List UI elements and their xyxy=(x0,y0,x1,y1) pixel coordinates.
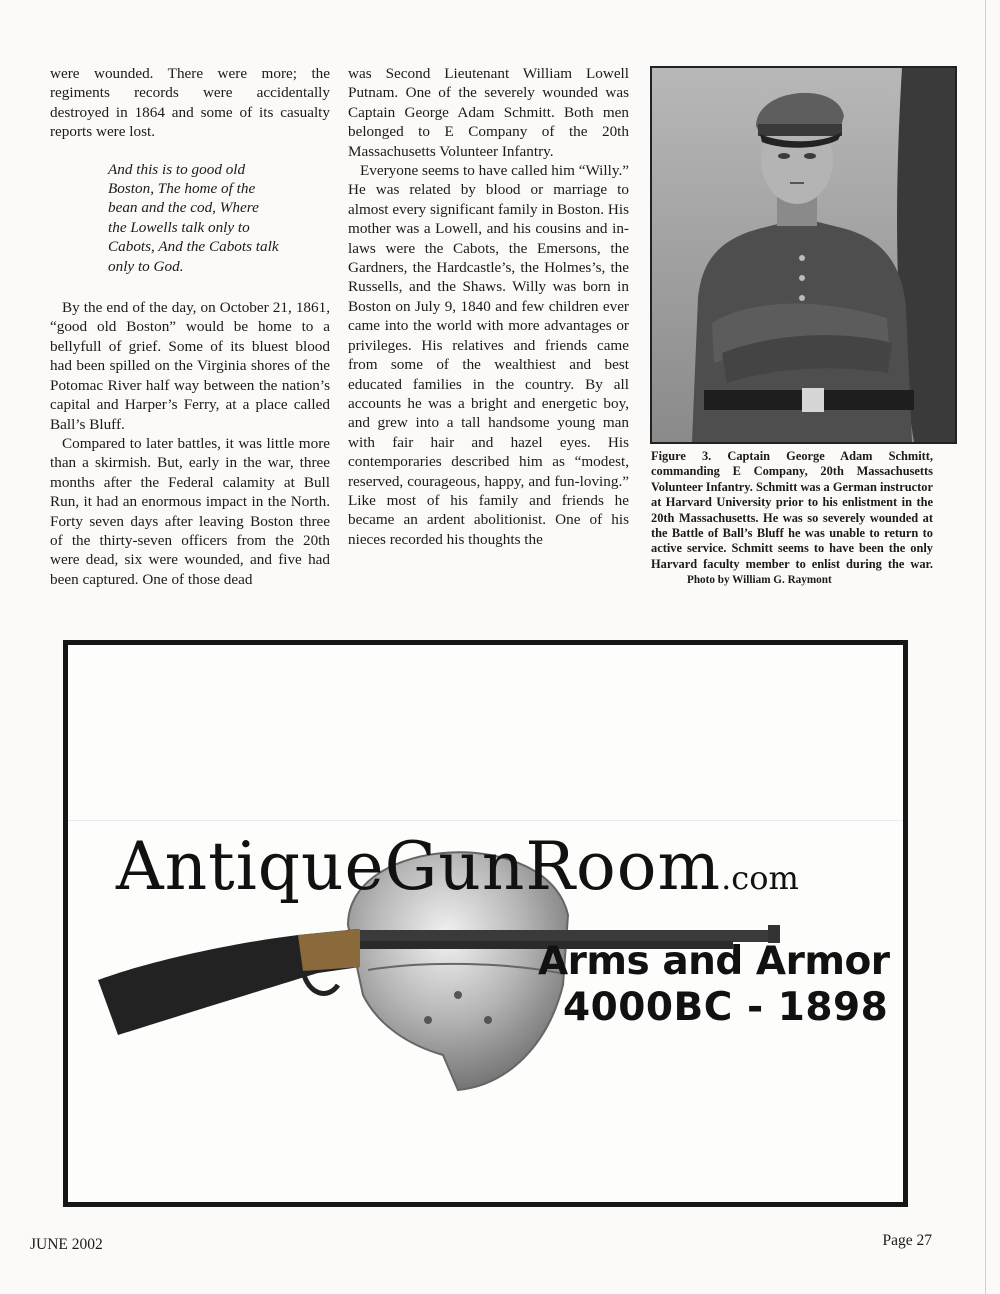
page-edge-line xyxy=(985,0,986,1294)
poem-line: the Lowells talk only to xyxy=(108,218,250,236)
poem-line: bean and the cod, Where xyxy=(108,199,259,217)
poem-quote xyxy=(108,160,313,276)
page-number: Page 27 xyxy=(882,1232,932,1249)
caption-text: Figure 3. Captain George Adam Schmitt, commanding E Company, 20th Massachusetts Volunteer Infantry. Schmitt was a German instructor at Harvard University prior to his enlistment in the 20th Massachusetts. He was so severely wounded at the Battle of Ball’s Bluff he was unable to return to active service. Schmitt seems to have been the only Harvard faculty member to enlist during the war. xyxy=(651,449,933,571)
antique-gun-room-ad[interactable] xyxy=(63,640,908,1207)
ad-logo-text xyxy=(116,828,799,905)
ad-logo-name: AntiqueGunRoom xyxy=(116,828,722,905)
poem-line: Boston, The home of the xyxy=(108,180,256,198)
footer-date: JUNE 2002 xyxy=(30,1236,103,1253)
photo-credit: Photo by William G. Raymont xyxy=(687,574,832,587)
article-paragraph: Everyone seems to have called him “Willy.” He was related by blood or marriage to almost every significant family in Boston. His mother was a Lowell, and his cousins and in-laws were the Cabots, the Emersons, the Gardners, the Hardcastle’s, the Holmes’s, the Russells, and the Shaws. Willy was born in Boston on July 9, 1840 and few children ever came into the world with more advantages or privileges. His relatives and friends came from some of the wealthiest and best educated families in the country. By all accounts he was a bright and energetic boy, and grew into a tall handsome young man with fair hair and hazel eyes. His contemporaries described him as “modest, reserved, courageous, happy, and fun-loving.” Like most of his family and friends he became an ardent abolitionist. One of his nieces recorded his thoughts the xyxy=(348,162,629,548)
portrait-photo xyxy=(650,66,957,444)
article-column-2 xyxy=(348,64,629,549)
poem-line: only to God. xyxy=(108,257,184,275)
poem-line: And this is to good old xyxy=(108,160,246,178)
article-column-1 xyxy=(50,64,330,589)
ad-logo-suffix: .com xyxy=(721,859,799,897)
article-paragraph: were wounded. There were more; the regiments records were accidentally destroyed in 1864 and some of its casualty reports were lost. xyxy=(50,65,330,141)
figure-caption xyxy=(651,449,933,589)
ad-tagline: Arms and Armor xyxy=(538,939,890,984)
article-paragraph: By the end of the day, on October 21, 1861, “good old Boston” would be home to a bellyfull of grief. Some of its bluest blood had been spilled on the Virginia shores of the Potomac River half way between the nation’s capital and Harper’s Ferry, at a place called Ball’s Bluff. xyxy=(50,299,330,433)
article-paragraph: Compared to later battles, it was little more than a skirmish. But, early in the war, three months after the Federal calamity at Bull Run, it had an enormous impact in the North. Forty seven days after leaving Boston three of the thirty-seven officers from the 20th were dead, six were wounded, and five had been captured. One of those dead xyxy=(50,434,330,588)
poem-line: Cabots, And the Cabots talk xyxy=(108,238,279,256)
article-paragraph: was Second Lieutenant William Lowell Putnam. One of the severely wounded was Captain George Adam Schmitt. Both men belonged to E Company of the 20th Massachusetts Volunteer Infantry. xyxy=(348,65,629,160)
soldier-portrait-image xyxy=(652,68,955,442)
ad-date-range: 4000BC - 1898 xyxy=(563,985,889,1030)
